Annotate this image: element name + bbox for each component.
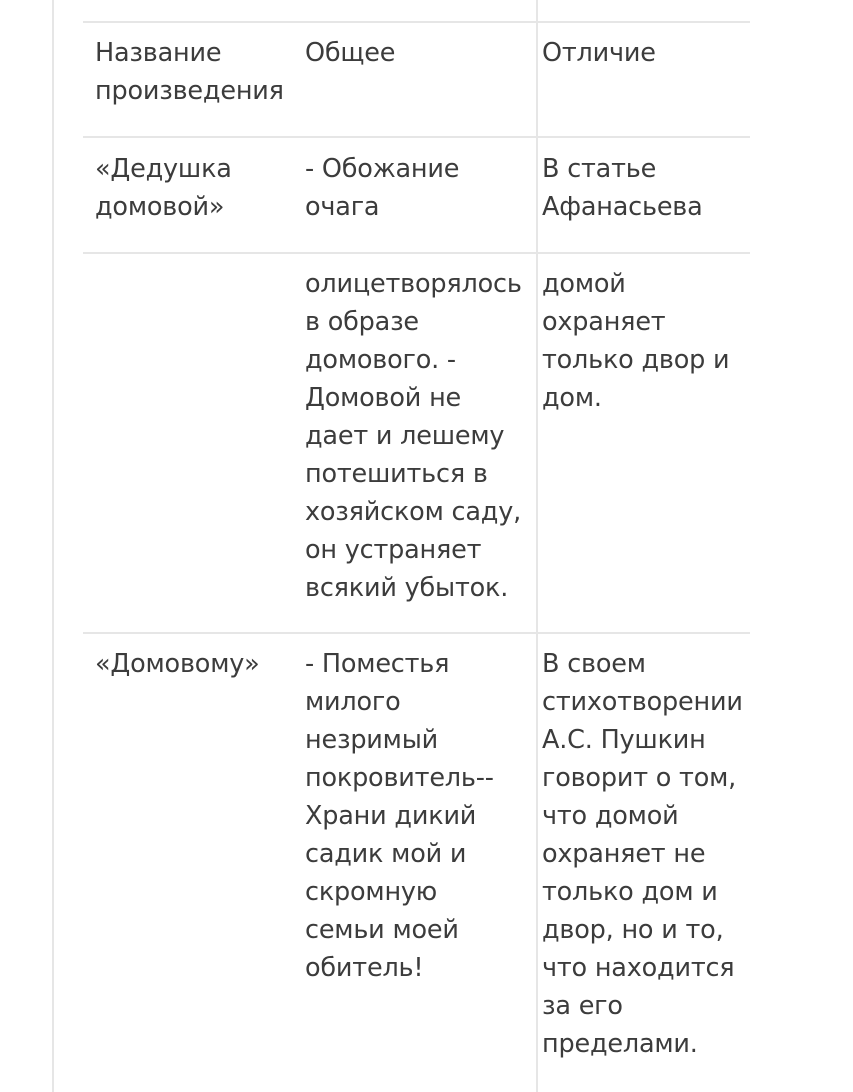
row-divider: [83, 252, 750, 254]
title-cell: «Домовому»: [95, 649, 260, 679]
table-top-border: [83, 21, 750, 23]
difference-cell: В своем стихотворении А.С. Пушкин говорит о том, что домой охраняет не только дом и двор, но и то, что находится за его пределами.: [542, 649, 743, 1059]
table-column-divider: [536, 0, 538, 1092]
difference-cell: домой охраняет только двор и дом.: [542, 269, 730, 413]
page-left-border: [52, 0, 54, 1092]
common-cell: - Поместья милого незримый покровитель-- Храни дикий садик мой и скромную семьи моей обитель!: [305, 649, 494, 983]
header-common-cell: Общее: [305, 38, 396, 68]
difference-cell: В статье Афанасьева: [542, 154, 703, 222]
row-divider: [83, 136, 750, 138]
title-cell: «Дедушка домовой»: [95, 154, 232, 222]
header-title-cell: Название произведения: [95, 38, 284, 106]
common-cell: олицетворялось в образе домового. - Домовой не дает и лешему потешиться в хозяйском саду, он устраняет всякий убыток.: [305, 269, 522, 603]
row-divider: [83, 632, 750, 634]
common-cell: - Обожание очага: [305, 154, 460, 222]
header-difference-cell: Отличие: [542, 38, 656, 68]
